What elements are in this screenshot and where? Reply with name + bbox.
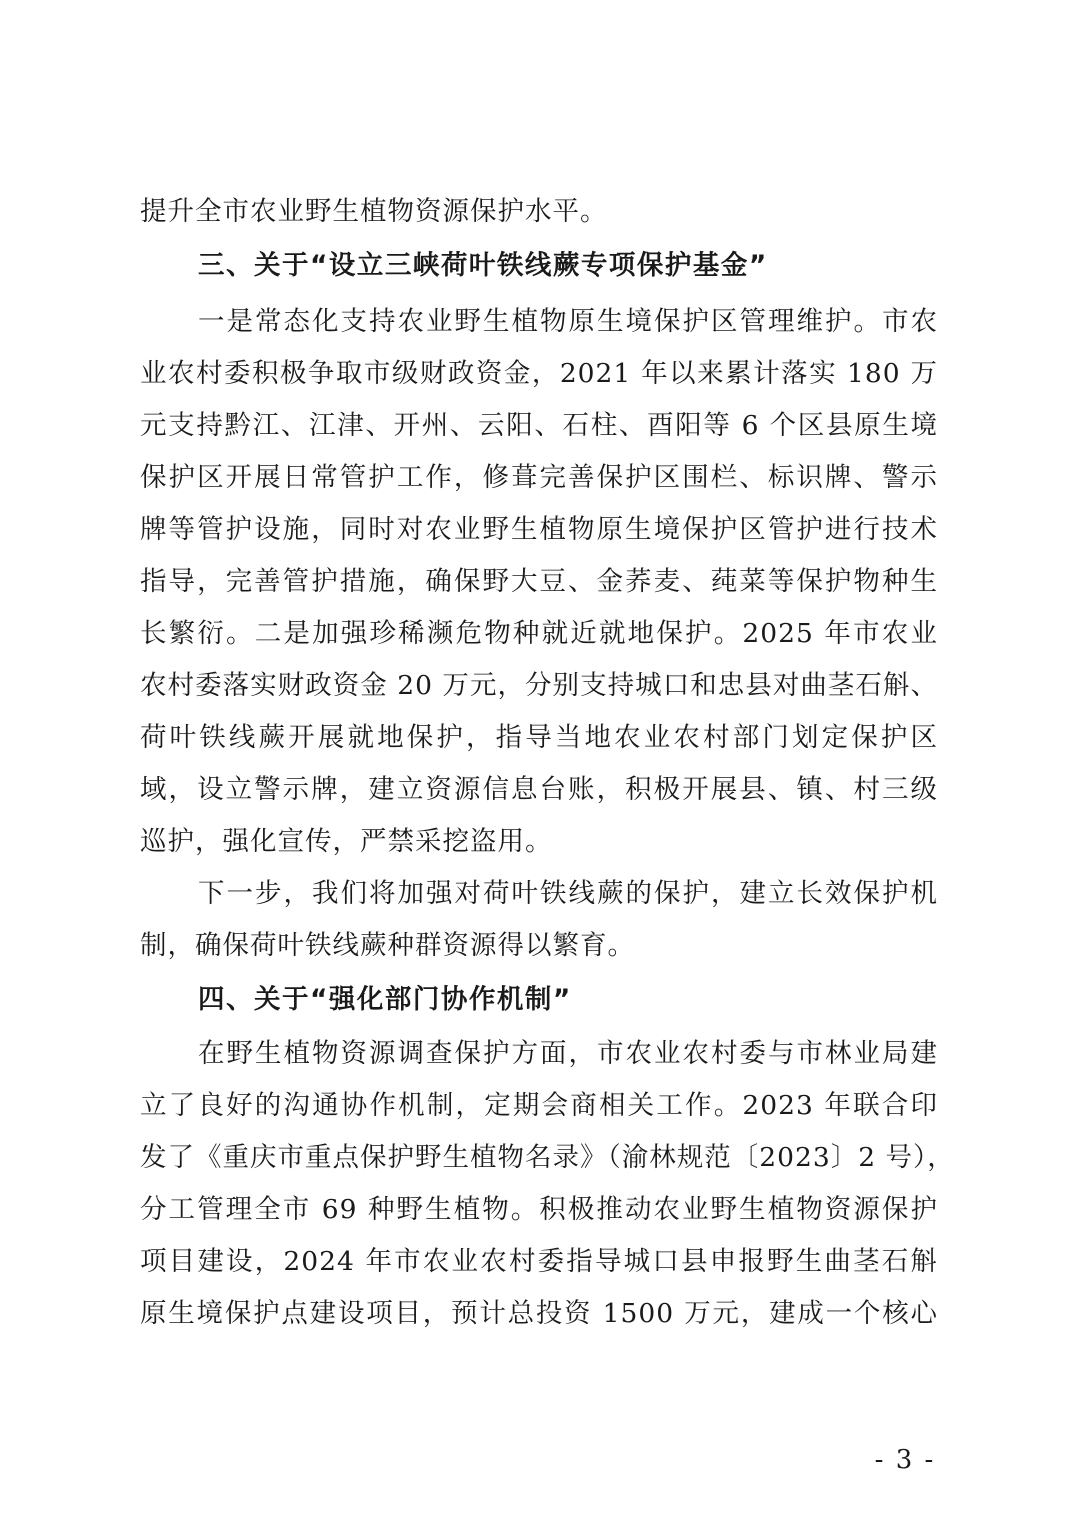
section-heading: 三、关于“设立三峡荷叶铁线蕨专项保护基金”	[198, 250, 768, 281]
page-number: - 3 -	[874, 1445, 936, 1475]
paragraph-line: 域，设立警示牌，建立资源信息台账，积极开展县、镇、村三级	[140, 774, 938, 805]
paragraph-line: 保护区开展日常管护工作，修葺完善保护区围栏、标识牌、警示	[140, 462, 938, 493]
paragraph-line: 发了《重庆市重点保护野生植物名录》（渝林规范〔2023〕2 号），	[140, 1142, 955, 1173]
paragraph-line: 长繁衍。二是加强珍稀濒危物种就近就地保护。2025 年市农业	[140, 618, 938, 649]
document-page	[140, 0, 955, 1520]
paragraph-line: 一是常态化支持农业野生植物原生境保护区管理维护。市农	[198, 306, 938, 337]
paragraph-line: 荷叶铁线蕨开展就地保护，指导当地农业农村部门划定保护区	[140, 722, 938, 753]
paragraph-line: 农村委落实财政资金 20 万元，分别支持城口和忠县对曲茎石斛、	[140, 670, 938, 701]
paragraph-line: 元支持黔江、江津、开州、云阳、石柱、酉阳等 6 个区县原生境	[140, 410, 938, 441]
section-heading: 四、关于“强化部门协作机制”	[198, 984, 572, 1015]
paragraph-line: 下一步，我们将加强对荷叶铁线蕨的保护，建立长效保护机	[198, 878, 938, 909]
paragraph-line: 分工管理全市 69 种野生植物。积极推动农业野生植物资源保护	[140, 1194, 938, 1225]
paragraph-line: 业农村委积极争取市级财政资金，2021 年以来累计落实 180 万	[140, 358, 938, 389]
paragraph-line: 在野生植物资源调查保护方面，市农业农村委与市林业局建	[198, 1038, 938, 1069]
paragraph-line: 制，确保荷叶铁线蕨种群资源得以繁育。	[140, 930, 635, 961]
paragraph-line: 指导，完善管护措施，确保野大豆、金荞麦、莼菜等保护物种生	[140, 566, 938, 597]
paragraph-line: 巡护，强化宣传，严禁采挖盗用。	[140, 826, 553, 857]
paragraph-line: 提升全市农业野生植物资源保护水平。	[140, 196, 608, 227]
paragraph-line: 项目建设，2024 年市农业农村委指导城口县申报野生曲茎石斛	[140, 1246, 938, 1277]
paragraph-line: 牌等管护设施，同时对农业野生植物原生境保护区管护进行技术	[140, 514, 938, 545]
paragraph-line: 立了良好的沟通协作机制，定期会商相关工作。2023 年联合印	[140, 1090, 938, 1121]
paragraph-line: 原生境保护点建设项目，预计总投资 1500 万元，建成一个核心	[140, 1298, 938, 1329]
